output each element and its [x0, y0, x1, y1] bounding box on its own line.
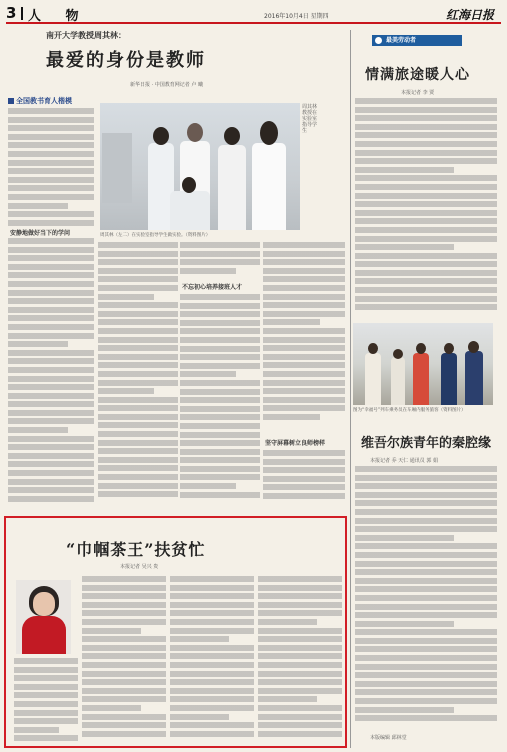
- train-photo-caption: 图为“幸福号”列车乘务员在车厢内服务旅客（资料图片）: [353, 408, 466, 413]
- boxed-body-col3: [170, 576, 254, 742]
- newspaper-name: 红海日报: [446, 8, 495, 22]
- portrait-photo: [16, 580, 71, 654]
- badge-dot-icon: [375, 37, 382, 44]
- section-badge: [372, 35, 462, 46]
- section-tag-label: 全国教书育人楷模: [16, 97, 72, 105]
- article-body-col1b: [8, 238, 94, 508]
- page-number: 3: [6, 4, 17, 22]
- article-body-col4b: [263, 450, 345, 508]
- boxed-body-col4: [258, 576, 342, 742]
- article-headline: 最爱的身份是教师: [46, 50, 206, 71]
- article-subhead-3: 坚守屏幕树立良师榜样: [265, 440, 326, 447]
- page-editor-credit: 本版编辑 邱林堂: [370, 735, 407, 741]
- page-header: [6, 4, 501, 24]
- article-body-col2: [98, 242, 178, 508]
- right-body-1: [355, 98, 497, 320]
- article-body-col1: [8, 108, 94, 226]
- train-staff-photo: [353, 323, 493, 405]
- article-body-col3: [180, 242, 260, 278]
- header-divider: [21, 7, 23, 20]
- right-headline-1: 情满旅途暖人心: [365, 67, 470, 83]
- section-title: 人 物: [28, 9, 89, 24]
- right-byline-2: 本报记者 乔 天仁 通讯员 郭 娟: [370, 458, 438, 464]
- right-body-2: [355, 466, 497, 730]
- boxed-body-col2: [82, 576, 166, 742]
- article-subhead-1: 安静地做好当下的学问: [10, 230, 71, 237]
- boxed-article-byline: 本报记者 吴兴 贵: [120, 564, 159, 570]
- issue-date: 2016年10月4日 星期四: [264, 13, 329, 20]
- section-badge-label: 最美劳动者: [386, 37, 417, 44]
- right-byline-1: 本报记者 李 贾: [401, 90, 435, 96]
- boxed-article-headline: “巾帼茶王”扶贫忙: [66, 540, 206, 559]
- right-headline-2: 维吾尔族青年的秦腔缘: [361, 436, 492, 451]
- boxed-body-col1: [14, 658, 78, 742]
- article-body-col3b: [180, 294, 260, 508]
- square-bullet-icon: [8, 98, 14, 104]
- column-divider: [350, 30, 351, 748]
- article-byline: 新华日报 · 中国教育网记者 卢 曦: [130, 82, 203, 88]
- article-kicker: 南开大学教授周其林：: [46, 31, 126, 40]
- section-tag: [8, 96, 72, 106]
- article-subhead-2: 不忘初心培养接班人才: [182, 284, 243, 291]
- article-body-col4: [263, 242, 345, 432]
- lab-photo: [100, 103, 300, 230]
- lab-photo-caption: 周其林（左二）在实验室指导学生做实验。（资料图片）: [100, 233, 211, 238]
- photo-side-quote: 周其林教授在实验室指导学生: [302, 104, 318, 134]
